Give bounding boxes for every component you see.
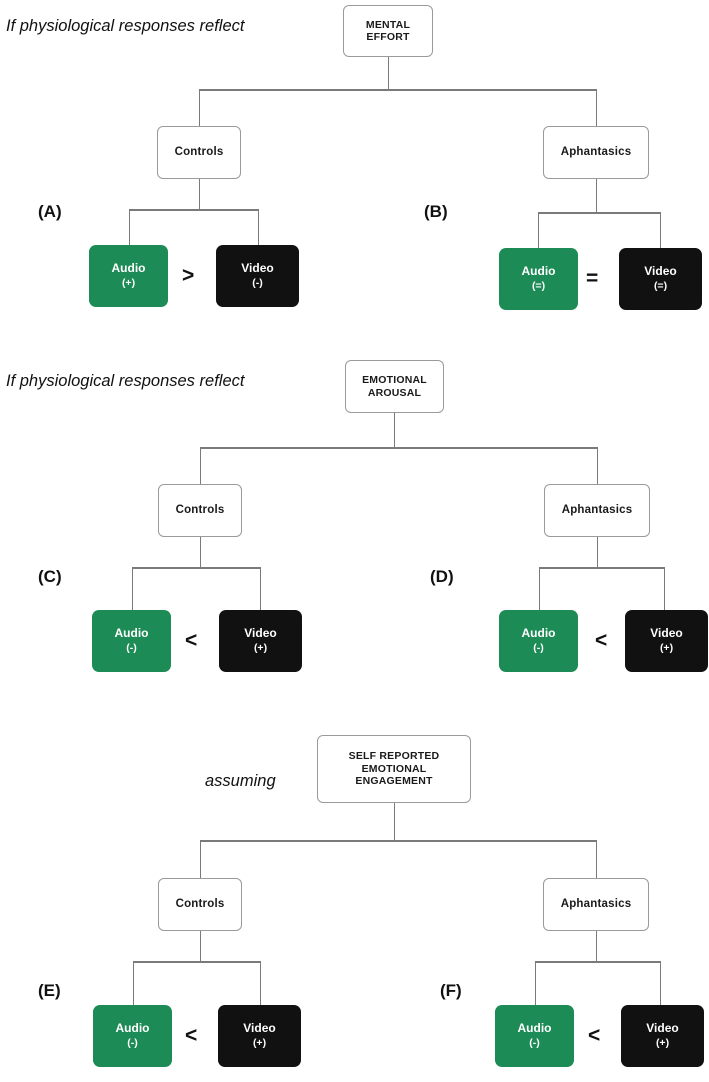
leaf-sign: (+) xyxy=(252,1037,267,1050)
connector-aphantasics-left-d xyxy=(539,567,541,611)
root-node-emotional-arousal xyxy=(345,360,444,413)
connector-aphantasics-right-d xyxy=(664,567,666,611)
connector-controls-right-a xyxy=(258,209,260,245)
root-label-line2: AROUSAL xyxy=(367,386,422,399)
leaf-label: Video xyxy=(646,1021,679,1036)
leaf-label: Video xyxy=(244,626,277,641)
connector-to-aphantasics xyxy=(596,840,598,878)
diagram-block-mental-effort xyxy=(0,0,709,330)
phrase-emotional-arousal: If physiological responses reflect xyxy=(6,372,245,390)
connector-controls-right-c xyxy=(260,567,262,611)
leaf-label: Audio xyxy=(517,1021,552,1036)
group-label: Aphantasics xyxy=(560,145,632,158)
leaf-sign: (+) xyxy=(659,642,674,655)
leaf-label: Video xyxy=(243,1021,276,1036)
operator-a: > xyxy=(182,264,195,287)
connector-controls-down-e xyxy=(200,931,202,962)
connector-split-horizontal xyxy=(200,840,597,842)
leaf-label: Video xyxy=(650,626,683,641)
panel-letter-a: (A) xyxy=(38,202,62,221)
panel-letter-d: (D) xyxy=(430,567,454,586)
connector-aphantasics-down-d xyxy=(597,537,599,568)
connector-controls-horizontal-e xyxy=(133,961,261,963)
leaf-audio-d xyxy=(499,610,578,672)
connector-root-down xyxy=(394,803,396,841)
group-label: Aphantasics xyxy=(560,897,632,910)
leaf-sign: (+) xyxy=(121,277,136,290)
group-label: Aphantasics xyxy=(561,503,633,516)
connector-aphantasics-down-b xyxy=(596,179,598,213)
operator-c: < xyxy=(185,629,198,652)
root-label-line2: EFFORT xyxy=(366,31,410,43)
connector-split-horizontal xyxy=(200,447,598,449)
leaf-label: Audio xyxy=(521,626,556,641)
group-node-controls-c xyxy=(158,484,242,537)
root-label-line3: ENGAGEMENT xyxy=(355,775,433,788)
leaf-sign: (-) xyxy=(126,642,137,655)
leaf-video-e xyxy=(218,1005,301,1067)
leaf-sign: (=) xyxy=(653,280,668,293)
leaf-video-f xyxy=(621,1005,704,1067)
leaf-video-d xyxy=(625,610,708,672)
connector-aphantasics-horizontal-d xyxy=(539,567,664,569)
phrase-mental-effort: If physiological responses reflect xyxy=(6,17,245,35)
phrase-assuming: assuming xyxy=(205,772,276,790)
group-node-controls-e xyxy=(158,878,242,931)
leaf-sign: (-) xyxy=(252,277,263,290)
leaf-audio-b xyxy=(499,248,578,310)
diagram-block-self-reported-emotional-engagement xyxy=(0,710,709,1082)
leaf-label: Video xyxy=(644,264,677,279)
connector-controls-down-a xyxy=(199,179,201,210)
panel-letter-c: (C) xyxy=(38,567,62,586)
operator-d: < xyxy=(595,629,608,652)
operator-f: < xyxy=(588,1024,601,1047)
leaf-audio-a xyxy=(89,245,168,307)
group-node-aphantasics-b xyxy=(543,126,649,179)
connector-controls-horizontal-c xyxy=(132,567,261,569)
group-label: Controls xyxy=(175,503,225,516)
connector-aphantasics-horizontal-b xyxy=(538,212,660,214)
connector-controls-left-e xyxy=(133,961,135,1005)
group-label: Controls xyxy=(174,145,224,158)
connector-controls-right-e xyxy=(260,961,262,1005)
root-label-line1: MENTAL xyxy=(365,18,411,31)
leaf-audio-c xyxy=(92,610,171,672)
leaf-sign: (-) xyxy=(529,1037,540,1050)
leaf-label: Audio xyxy=(114,626,149,641)
connector-to-controls xyxy=(200,447,202,484)
root-node-self-reported xyxy=(317,735,471,803)
root-label-line2: EMOTIONAL xyxy=(361,762,427,775)
leaf-sign: (+) xyxy=(253,642,268,655)
leaf-sign: (+) xyxy=(655,1037,670,1050)
group-node-aphantasics-f xyxy=(543,878,649,931)
operator-e: < xyxy=(185,1024,198,1047)
connector-root-down xyxy=(394,413,396,448)
leaf-sign: (-) xyxy=(127,1037,138,1050)
leaf-video-c xyxy=(219,610,302,672)
leaf-video-b xyxy=(619,248,702,310)
group-node-controls-a xyxy=(157,126,241,179)
root-label-line1: SELF REPORTED xyxy=(348,750,440,763)
panel-letter-e: (E) xyxy=(38,981,61,1000)
connector-controls-down-c xyxy=(200,537,202,568)
connector-to-controls xyxy=(200,840,202,878)
connector-to-aphantasics xyxy=(596,89,598,126)
connector-to-aphantasics xyxy=(597,447,599,484)
leaf-sign: (=) xyxy=(531,280,546,293)
connector-aphantasics-down-f xyxy=(596,931,598,962)
connector-controls-horizontal-a xyxy=(129,209,259,211)
connector-controls-left-a xyxy=(129,209,131,245)
group-label: Controls xyxy=(175,897,225,910)
group-node-aphantasics-d xyxy=(544,484,650,537)
connector-aphantasics-left-b xyxy=(538,212,540,248)
operator-b: = xyxy=(586,267,599,290)
panel-letter-f: (F) xyxy=(440,981,462,1000)
connector-root-down xyxy=(388,57,390,90)
leaf-audio-f xyxy=(495,1005,574,1067)
leaf-audio-e xyxy=(93,1005,172,1067)
leaf-video-a xyxy=(216,245,299,307)
leaf-label: Audio xyxy=(115,1021,150,1036)
leaf-label: Video xyxy=(241,261,274,276)
connector-to-controls xyxy=(199,89,201,126)
connector-aphantasics-horizontal-f xyxy=(535,961,660,963)
connector-split-horizontal xyxy=(199,89,597,91)
diagram-block-emotional-arousal xyxy=(0,355,709,685)
connector-aphantasics-right-f xyxy=(660,961,662,1005)
connector-aphantasics-right-b xyxy=(660,212,662,248)
leaf-sign: (-) xyxy=(533,642,544,655)
leaf-label: Audio xyxy=(521,264,556,279)
panel-letter-b: (B) xyxy=(424,202,448,221)
connector-controls-left-c xyxy=(132,567,134,611)
root-node-mental-effort xyxy=(343,5,433,57)
connector-aphantasics-left-f xyxy=(535,961,537,1005)
root-label-line1: EMOTIONAL xyxy=(362,374,427,387)
leaf-label: Audio xyxy=(111,261,146,276)
